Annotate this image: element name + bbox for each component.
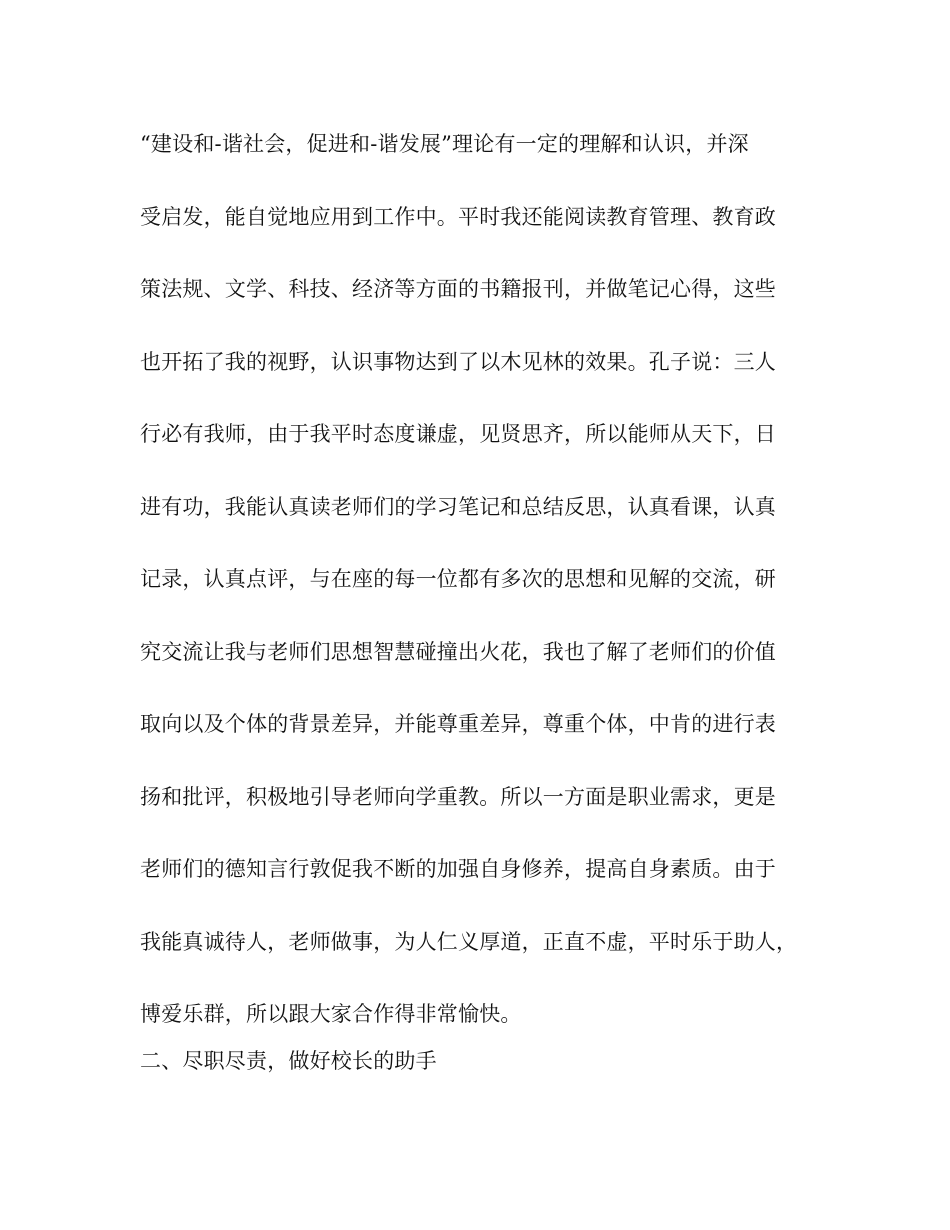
paragraph-line: 博爱乐群，所以跟大家合作得非常愉快。 xyxy=(140,1002,522,1026)
paragraph-line: 行必有我师，由于我平时态度谦虚，见贤思齐，所以能师从天下，日 xyxy=(140,422,776,446)
paragraph-line: 进有功，我能认真读老师们的学习笔记和总结反思，认真看课，认真 xyxy=(140,494,776,519)
paragraph-line: 老师们的德知言行敦促我不断的加强自身修养，提高自身素质。由于 xyxy=(140,857,776,881)
paragraph-line: 记录，认真点评，与在座的每一位都有多次的思想和见解的交流，研 xyxy=(140,567,776,591)
paragraph-line: 究交流让我与老师们思想智慧碰撞出火花，我也了解了老师们的价值 xyxy=(140,639,776,664)
paragraph-line: 取向以及个体的背景差异，并能尊重差异，尊重个体，中肯的进行表 xyxy=(140,712,776,736)
paragraph-line: 也开拓了我的视野，认识事物达到了以木见林的效果。孔子说：三人 xyxy=(140,349,776,374)
paragraph-line: 扬和批评，积极地引导老师向学重教。所以一方面是职业需求，更是 xyxy=(140,784,776,809)
paragraph-line: “建设和-谐社会，促进和-谐发展”理论有一定的理解和认识，并深 xyxy=(140,132,749,156)
paragraph-line: 我能真诚待人，老师做事，为人仁义厚道，正直不虚，平时乐于助人， xyxy=(140,929,798,954)
paragraph-line: 策法规、文学、科技、经济等方面的书籍报刊，并做笔记心得，这些 xyxy=(140,277,776,301)
paragraph-line: 受启发，能自觉地应用到工作中。平时我还能阅读教育管理、教育政 xyxy=(140,204,776,229)
document-body xyxy=(140,108,830,1081)
section-heading: 二、尽职尽责，做好校长的助手 xyxy=(140,1049,437,1073)
